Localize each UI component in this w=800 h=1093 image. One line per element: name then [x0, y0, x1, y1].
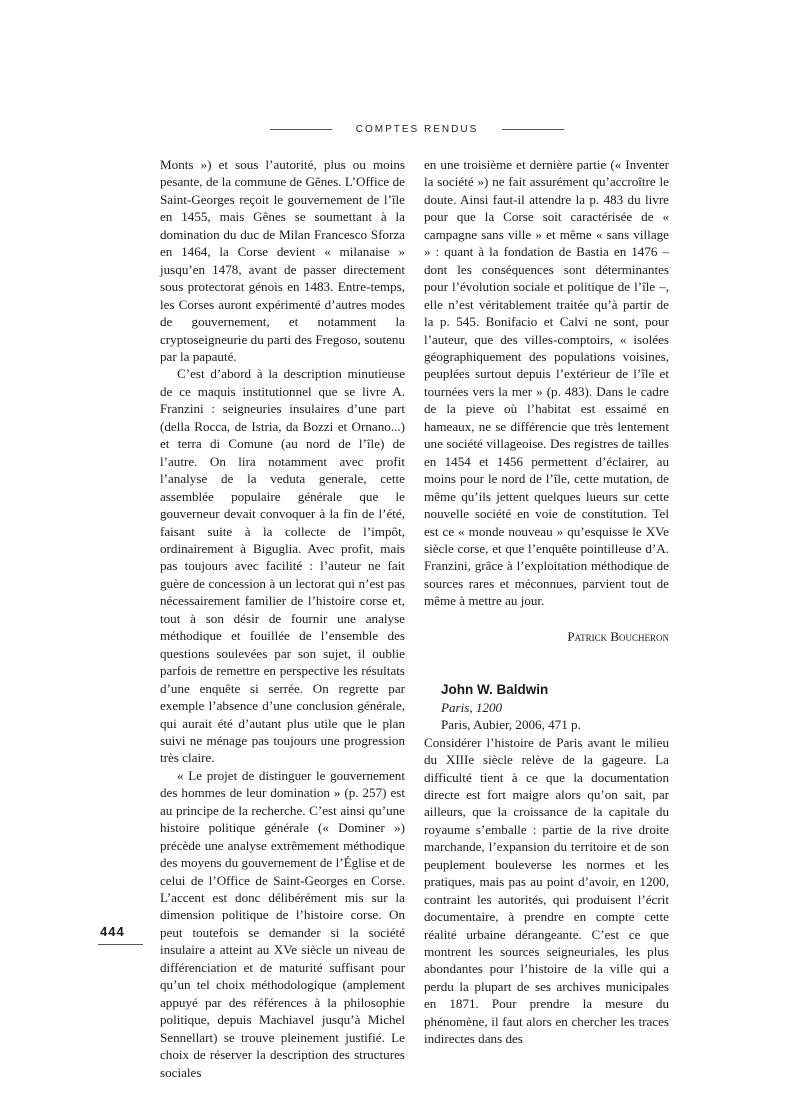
left-paragraph-3: « Le projet de distinguer le gouvernement des hommes de leur domination » (p. 257) est au principe de la recherche. C’est ainsi qu’une histoire politique générale (« Dominer ») précède une analyse extrêmement méthodique des moyens du gouvernement de l’Église et de celui de l’Office de Saint-Georges en Corse. L’accent est donc délibérément mis sur la dimension politique de l’histoire corse. On peut toutefois se demander si la société insulaire a atteint au XVe siècle un niveau de différenciation et de maturité suffisant pour qu’un tel choix méthodologique (amplement appuyé par des références à la philosophie politique, depuis Machiavel jusqu’à Michel Sennellart) se trouve pleinement justifié. Le choix de réserver la description des structures sociales	[160, 767, 405, 1080]
left-paragraph-2: C’est d’abord à la description minutieuse de ce maquis institutionnel que se livre A. Franzini : seigneuries insulaires d’une part (della Rocca, de Istria, da Bozzi et Ornano...) et terra di Comune (au nord de l’île) de l’autre. On lira notamment avec profit l’analyse de la veduta generale, cette assemblée populaire générale que le gouverneur devait convoquer à la fin de l’été, faisant suite à la collecte de l’impôt, ordinairement à Biguglia. Avec profit, mais pas toujours avec facilité : l’auteur ne fait guère de concession à un lectorat qui n’est pas nécessairement familier de l’histoire corse et, tout à son désir de fournir une analyse méthodique et fouillée de l’ensemble des questions soulevées par son sujet, il oublie parfois de remettre en perspective les résultats d’une enquête si serrée. On regrette par exemple l’absence d’une conclusion générale, qui aurait été d’autant plus utile que le plan suivi ne ménage pas toujours une progression très claire.	[160, 366, 405, 766]
review-signature: Patrick Boucheron	[567, 628, 669, 644]
book-publication: Paris, Aubier, 2006, 471 p.	[441, 717, 581, 733]
book-reference	[441, 681, 669, 733]
page-number-rule	[98, 944, 143, 945]
left-column	[160, 156, 405, 1081]
right-column	[424, 156, 669, 1048]
page-number: 444	[100, 924, 125, 939]
running-header	[270, 121, 564, 137]
header-rule-right	[502, 129, 564, 130]
right-paragraph-2: Considérer l’histoire de Paris avant le milieu du XIIIe siècle relève de la gageure. La difficulté tient à ce que la documentation directe est fort maigre alors qu’on sait, par ailleurs, que la croissance de la capitale du royaume s’emballe : partie de la rive droite marchande, l’expansion du territoire et de son peuplement bouleverse les normes et les pratiques, mais pas au point d’avoir, en 1200, contraint les autorités, qui produisent l’écrit documentaire, à prendre en compte cette réalité urbaine dérangeante. C’est ce que montrent les sources seigneuriales, les plus abondantes pour l’histoire de la ville qui a perdu la plupart de ses archives municipales en 1871. Pour prendre la mesure du phénomène, il faut alors en chercher les traces indirectes dans des	[424, 734, 669, 1047]
section-title: COMPTES RENDUS	[355, 123, 479, 135]
book-author: John W. Baldwin	[441, 682, 549, 698]
book-title: Paris, 1200	[441, 699, 503, 715]
header-rule-left	[270, 129, 332, 130]
right-paragraph-1: en une troisième et dernière partie (« Inventer la société ») ne fait assurément qu’accroître le doute. Ainsi faut-il attendre la p. 483 du livre pour que la Corse soit caractérisée de « campagne sans ville » et même « sans village » : quant à la fondation de Bastia en 1476 – dont les conséquences sont déterminantes pour l’évolution sociale et politique de l’île –, elle n’est véritablement traitée qu’à partir de la p. 545. Bonifacio et Calvi ne sont, pour l’auteur, que des villes-comptoirs, « isolées géographiquement des populations voisines, peuplées surtout depuis l’extérieur de l’île et tournées vers la mer » (p. 483). Dans le cadre de la pieve où l’habitat est essaimé en hameaux, ne se différencie que très lentement une société villageoise. Des registres de tailles en 1454 et 1456 permettent d’éclairer, au moins pour le nord de l’île, cette mutation, de même qu’ils jettent quelques lueurs sur cette nouvelle société en voie de constitution. Tel est ce « monde nouveau » qu’esquisse le XVe siècle corse, et que l’enquête pointilleuse d’A. Franzini, grâce à l’exploitation méthodique de sources rares et méconnues, parvient tout de même à mettre au jour.	[424, 157, 669, 609]
left-paragraph-1: Monts ») et sous l’autorité, plus ou moins pesante, de la commune de Gênes. L’Office de Saint-Georges reçoit le gouvernement de l’île en 1455, mais Gênes se soumettant à la domination du duc de Milan Francesco Sforza en 1464, la Corse devient « milanaise » jusqu’en 1478, avant de passer directement sous protectorat génois en 1483. Entre-temps, les Corses auront expérimenté d’autres modes de gouvernement, et notamment la cryptoseigneurie du parti des Fregoso, soutenu par la papauté.	[160, 157, 405, 364]
